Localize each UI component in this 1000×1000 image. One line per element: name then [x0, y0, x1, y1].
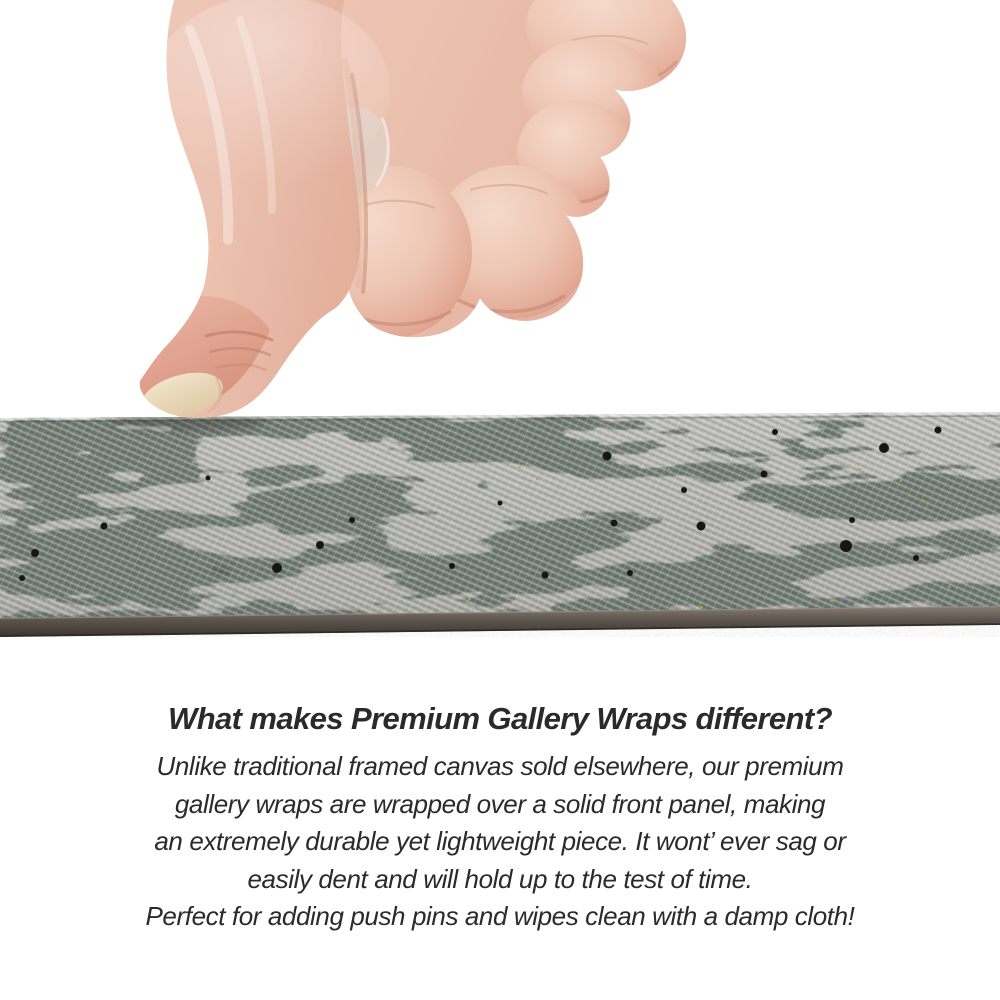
- caption-line: Perfect for adding push pins and wipes clean with a damp cloth!: [145, 901, 855, 931]
- canvas-face: [0, 408, 1000, 622]
- thumb: [136, 0, 390, 428]
- caption-line: easily dent and will hold up to the test of time.: [247, 863, 753, 894]
- caption-line: gallery wraps are wrapped over a solid front panel, making: [174, 788, 826, 819]
- caption-headline: What makes Premium Gallery Wraps different?: [168, 701, 832, 736]
- caption-line: an extremely durable yet lightweight piece. It wont’ ever sag or: [154, 826, 846, 856]
- caption-line: Unlike traditional framed canvas sold elsewhere, our premium: [156, 751, 844, 781]
- canvas-edge-texture-photo: [0, 408, 1000, 640]
- caption: [0, 699, 1000, 936]
- hand-pressing-thumb-photo: [120, 0, 720, 430]
